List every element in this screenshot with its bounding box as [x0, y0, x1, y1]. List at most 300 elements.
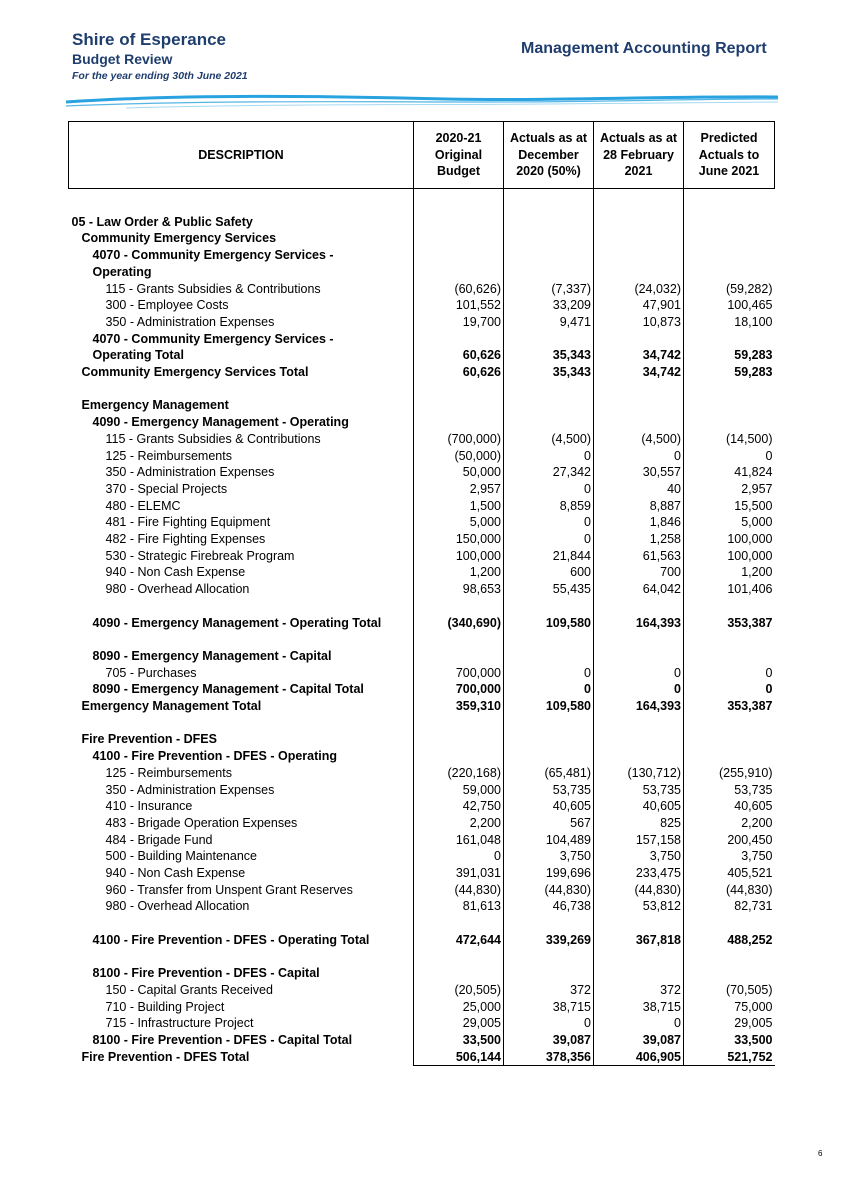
predicted-actuals-cell: 33,500 [684, 1032, 775, 1049]
table-row [69, 648, 775, 665]
actuals-december-cell: 53,735 [504, 782, 594, 799]
original-budget-cell: 2,200 [414, 815, 504, 832]
predicted-actuals-cell [684, 731, 775, 748]
actuals-december-cell: 0 [504, 665, 594, 682]
row-description: 150 - Capital Grants Received [105, 982, 273, 997]
actuals-february-cell: 3,750 [594, 848, 684, 865]
spacer-cell [504, 949, 594, 966]
actuals-december-cell: 55,435 [504, 581, 594, 598]
spacer-cell [594, 715, 684, 732]
actuals-december-cell: 0 [504, 481, 594, 498]
predicted-actuals-cell: 40,605 [684, 798, 775, 815]
row-description: 125 - Reimbursements [105, 765, 232, 780]
actuals-february-cell [594, 648, 684, 665]
actuals-december-cell [504, 965, 594, 982]
original-budget-cell: 1,500 [414, 498, 504, 515]
actuals-december-cell: 109,580 [504, 615, 594, 632]
actuals-february-cell: 40 [594, 481, 684, 498]
predicted-actuals-cell: (14,500) [684, 431, 775, 448]
row-description: 530 - Strategic Firebreak Program [105, 548, 295, 563]
actuals-december-cell [504, 230, 594, 247]
row-description: 980 - Overhead Allocation [105, 582, 250, 597]
predicted-actuals-cell: (255,910) [684, 765, 775, 782]
predicted-actuals-cell: 1,200 [684, 564, 775, 581]
row-description: 4100 - Fire Prevention - DFES - Operating Total [92, 932, 370, 947]
table-row [69, 898, 775, 915]
actuals-december-cell: 0 [504, 514, 594, 531]
predicted-actuals-cell: 488,252 [684, 932, 775, 949]
row-description: 705 - Purchases [105, 665, 197, 680]
column-header-description: DESCRIPTION [69, 122, 414, 189]
original-budget-cell: (60,626) [414, 281, 504, 298]
row-description: 115 - Grants Subsidies & Contributions [105, 431, 321, 446]
original-budget-cell: 59,000 [414, 782, 504, 799]
actuals-february-cell [594, 264, 684, 281]
predicted-actuals-cell: 0 [684, 448, 775, 465]
actuals-december-cell: 378,356 [504, 1049, 594, 1066]
original-budget-cell [414, 414, 504, 431]
actuals-december-cell: 35,343 [504, 347, 594, 364]
row-description: Emergency Management [81, 398, 229, 413]
wave-stroke-main [66, 96, 778, 102]
actuals-december-cell: 199,696 [504, 865, 594, 882]
row-description: 350 - Administration Expenses [105, 782, 275, 797]
original-budget-cell: 150,000 [414, 531, 504, 548]
table-row [69, 531, 775, 548]
table-row [69, 331, 775, 348]
actuals-february-cell: 40,605 [594, 798, 684, 815]
actuals-february-cell [594, 214, 684, 231]
table-row [69, 247, 775, 264]
actuals-february-cell: 64,042 [594, 581, 684, 598]
spacer-cell [414, 197, 504, 214]
table-row [69, 414, 775, 431]
table-row [69, 665, 775, 682]
table-row [69, 698, 775, 715]
row-description: 480 - ELEMC [105, 498, 181, 513]
table-row [69, 965, 775, 982]
predicted-actuals-cell [684, 648, 775, 665]
spacer-cell [69, 197, 414, 214]
original-budget-cell [414, 247, 504, 264]
spacer-cell [414, 598, 504, 615]
spacer-cell [594, 197, 684, 214]
table-row [69, 464, 775, 481]
row-description: 350 - Administration Expenses [105, 465, 275, 480]
table-row [69, 448, 775, 465]
table-row [69, 581, 775, 598]
table-row [69, 731, 775, 748]
actuals-december-cell: (7,337) [504, 281, 594, 298]
actuals-february-cell: (24,032) [594, 281, 684, 298]
spacer-cell [69, 189, 414, 198]
spacer-cell [414, 915, 504, 932]
row-description: 8090 - Emergency Management - Capital Total [92, 682, 364, 697]
row-description: 500 - Building Maintenance [105, 849, 257, 864]
predicted-actuals-cell: 29,005 [684, 1015, 775, 1032]
wave-stroke-light [126, 102, 778, 108]
actuals-february-cell: 34,742 [594, 347, 684, 364]
original-budget-cell [414, 965, 504, 982]
actuals-february-cell [594, 748, 684, 765]
table-row [69, 214, 775, 231]
spacer-cell [684, 949, 775, 966]
predicted-actuals-cell: 15,500 [684, 498, 775, 515]
table-row [69, 982, 775, 999]
actuals-february-cell: 10,873 [594, 314, 684, 331]
actuals-december-cell: 104,489 [504, 832, 594, 849]
original-budget-cell [414, 230, 504, 247]
row-description: 4070 - Community Emergency Services - [92, 331, 334, 346]
row-description: Fire Prevention - DFES Total [81, 1050, 250, 1064]
row-description: Community Emergency Services [81, 231, 277, 246]
actuals-december-cell [504, 748, 594, 765]
predicted-actuals-cell: 200,450 [684, 832, 775, 849]
row-description: 4070 - Community Emergency Services - [92, 248, 334, 263]
spacer-cell [684, 915, 775, 932]
predicted-actuals-cell [684, 748, 775, 765]
actuals-december-cell: (44,830) [504, 882, 594, 899]
actuals-february-cell: 0 [594, 1015, 684, 1032]
table-row [69, 397, 775, 414]
spacer-cell [594, 631, 684, 648]
column-header-predicted-actuals: Predicted Actuals to June 2021 [684, 122, 775, 189]
actuals-december-cell: 38,715 [504, 999, 594, 1016]
row-description: 8100 - Fire Prevention - DFES - Capital Total [92, 1033, 353, 1048]
budget-review-table [68, 121, 775, 1066]
spacer-cell [684, 715, 775, 732]
spacer-row [69, 949, 775, 966]
original-budget-cell: 2,957 [414, 481, 504, 498]
spacer-cell [414, 949, 504, 966]
predicted-actuals-cell [684, 331, 775, 348]
actuals-december-cell [504, 648, 594, 665]
original-budget-cell: 5,000 [414, 514, 504, 531]
actuals-february-cell [594, 331, 684, 348]
spacer-cell [69, 949, 414, 966]
predicted-actuals-cell: 101,406 [684, 581, 775, 598]
actuals-february-cell: 700 [594, 564, 684, 581]
row-description: 715 - Infrastructure Project [105, 1016, 254, 1031]
row-description: 940 - Non Cash Expense [105, 866, 246, 881]
table-row [69, 264, 775, 281]
actuals-december-cell [504, 331, 594, 348]
table-row [69, 548, 775, 565]
row-description: 8100 - Fire Prevention - DFES - Capital [92, 966, 320, 981]
original-budget-cell: 98,653 [414, 581, 504, 598]
original-budget-cell: 101,552 [414, 297, 504, 314]
table-row [69, 297, 775, 314]
actuals-february-cell: 38,715 [594, 999, 684, 1016]
table-row [69, 314, 775, 331]
actuals-february-cell: 164,393 [594, 698, 684, 715]
table-row [69, 999, 775, 1016]
predicted-actuals-cell: 2,957 [684, 481, 775, 498]
actuals-february-cell [594, 965, 684, 982]
actuals-february-cell: 367,818 [594, 932, 684, 949]
original-budget-cell: (340,690) [414, 615, 504, 632]
predicted-actuals-cell [684, 397, 775, 414]
actuals-february-cell: 1,258 [594, 531, 684, 548]
actuals-february-cell: (130,712) [594, 765, 684, 782]
original-budget-cell: (700,000) [414, 431, 504, 448]
organisation-name: Shire of Esperance [72, 30, 227, 49]
table-row [69, 230, 775, 247]
actuals-february-cell: 34,742 [594, 364, 684, 381]
spacer-cell [504, 381, 594, 398]
row-description: 350 - Administration Expenses [105, 314, 275, 329]
table-row [69, 1049, 775, 1066]
actuals-december-cell [504, 214, 594, 231]
actuals-december-cell: 21,844 [504, 548, 594, 565]
predicted-actuals-cell: 353,387 [684, 698, 775, 715]
actuals-february-cell [594, 414, 684, 431]
original-budget-cell: 506,144 [414, 1049, 504, 1066]
predicted-actuals-cell: 5,000 [684, 514, 775, 531]
predicted-actuals-cell [684, 230, 775, 247]
predicted-actuals-cell: 405,521 [684, 865, 775, 882]
original-budget-cell [414, 731, 504, 748]
table-row [69, 748, 775, 765]
table-row [69, 832, 775, 849]
row-description: Operating Total [92, 348, 184, 363]
predicted-actuals-cell: 59,283 [684, 364, 775, 381]
row-description: Emergency Management Total [81, 699, 262, 714]
row-description: 4090 - Emergency Management - Operating Total [92, 615, 382, 630]
predicted-actuals-cell: 82,731 [684, 898, 775, 915]
actuals-february-cell: 372 [594, 982, 684, 999]
predicted-actuals-cell: 100,465 [684, 297, 775, 314]
actuals-february-cell: 47,901 [594, 297, 684, 314]
table-row [69, 865, 775, 882]
actuals-december-cell [504, 414, 594, 431]
table-row [69, 932, 775, 949]
actuals-february-cell [594, 230, 684, 247]
original-budget-cell: 359,310 [414, 698, 504, 715]
row-description: 370 - Special Projects [105, 481, 228, 496]
original-budget-cell: (50,000) [414, 448, 504, 465]
original-budget-cell: 472,644 [414, 932, 504, 949]
table-row [69, 364, 775, 381]
row-description: 4090 - Emergency Management - Operating [92, 415, 349, 430]
table-row [69, 848, 775, 865]
actuals-december-cell: 27,342 [504, 464, 594, 481]
actuals-december-cell: 46,738 [504, 898, 594, 915]
original-budget-cell: 60,626 [414, 347, 504, 364]
spacer-cell [504, 197, 594, 214]
original-budget-cell: 1,200 [414, 564, 504, 581]
actuals-december-cell: 9,471 [504, 314, 594, 331]
predicted-actuals-cell: 59,283 [684, 347, 775, 364]
actuals-february-cell: 8,887 [594, 498, 684, 515]
actuals-december-cell: 0 [504, 531, 594, 548]
original-budget-cell: 81,613 [414, 898, 504, 915]
table-body [69, 189, 775, 1066]
row-description: 960 - Transfer from Unspent Grant Reserves [105, 882, 353, 897]
original-budget-cell: 161,048 [414, 832, 504, 849]
original-budget-cell: 100,000 [414, 548, 504, 565]
original-budget-cell [414, 648, 504, 665]
actuals-december-cell: (65,481) [504, 765, 594, 782]
actuals-december-cell: 339,269 [504, 932, 594, 949]
predicted-actuals-cell: 2,200 [684, 815, 775, 832]
actuals-february-cell [594, 247, 684, 264]
original-budget-cell: 29,005 [414, 1015, 504, 1032]
actuals-february-cell: 53,735 [594, 782, 684, 799]
original-budget-cell: 391,031 [414, 865, 504, 882]
original-budget-cell: 50,000 [414, 464, 504, 481]
actuals-december-cell: 600 [504, 564, 594, 581]
actuals-december-cell [504, 397, 594, 414]
spacer-row [69, 598, 775, 615]
actuals-february-cell: 0 [594, 665, 684, 682]
spacer-cell [414, 189, 504, 198]
original-budget-cell: (44,830) [414, 882, 504, 899]
spacer-cell [69, 598, 414, 615]
spacer-cell [594, 598, 684, 615]
table-row [69, 564, 775, 581]
actuals-december-cell [504, 264, 594, 281]
predicted-actuals-cell: 3,750 [684, 848, 775, 865]
report-subtitle: Budget Review [72, 51, 173, 67]
table-header-row [69, 122, 775, 189]
spacer-cell [69, 915, 414, 932]
predicted-actuals-cell: 41,824 [684, 464, 775, 481]
predicted-actuals-cell: (44,830) [684, 882, 775, 899]
actuals-december-cell: 3,750 [504, 848, 594, 865]
predicted-actuals-cell: 18,100 [684, 314, 775, 331]
table-row [69, 498, 775, 515]
predicted-actuals-cell [684, 247, 775, 264]
column-header-original-budget: 2020-21 Original Budget [414, 122, 504, 189]
spacer-row [69, 197, 775, 214]
row-description: 483 - Brigade Operation Expenses [105, 815, 298, 830]
spacer-cell [504, 631, 594, 648]
spacer-cell [594, 189, 684, 198]
row-description: 710 - Building Project [105, 999, 225, 1014]
table-row [69, 431, 775, 448]
row-description: 484 - Brigade Fund [105, 832, 213, 847]
spacer-cell [504, 915, 594, 932]
table-row [69, 1032, 775, 1049]
table-row [69, 782, 775, 799]
table-row [69, 882, 775, 899]
row-description: 481 - Fire Fighting Equipment [105, 515, 271, 530]
row-description: 115 - Grants Subsidies & Contributions [105, 281, 321, 296]
spacer-cell [594, 915, 684, 932]
original-budget-cell [414, 264, 504, 281]
actuals-december-cell: 567 [504, 815, 594, 832]
row-description: 940 - Non Cash Expense [105, 565, 246, 580]
predicted-actuals-cell [684, 965, 775, 982]
actuals-february-cell: 164,393 [594, 615, 684, 632]
spacer-cell [69, 631, 414, 648]
row-description: 300 - Employee Costs [105, 298, 229, 313]
spacer-row [69, 189, 775, 198]
actuals-december-cell: 0 [504, 448, 594, 465]
predicted-actuals-cell: 100,000 [684, 548, 775, 565]
actuals-february-cell: 0 [594, 448, 684, 465]
spacer-cell [69, 381, 414, 398]
actuals-february-cell: 39,087 [594, 1032, 684, 1049]
predicted-actuals-cell: (59,282) [684, 281, 775, 298]
actuals-december-cell [504, 731, 594, 748]
table-row [69, 281, 775, 298]
actuals-december-cell: 109,580 [504, 698, 594, 715]
actuals-february-cell: (44,830) [594, 882, 684, 899]
row-description: 05 - Law Order & Public Safety [71, 214, 253, 229]
spacer-cell [504, 598, 594, 615]
original-budget-cell [414, 397, 504, 414]
row-description: 8090 - Emergency Management - Capital [92, 648, 332, 663]
actuals-february-cell: 1,846 [594, 514, 684, 531]
original-budget-cell: 60,626 [414, 364, 504, 381]
original-budget-cell: 700,000 [414, 681, 504, 698]
table-row [69, 681, 775, 698]
actuals-february-cell: 30,557 [594, 464, 684, 481]
table-row [69, 798, 775, 815]
decorative-wave-divider [66, 90, 778, 112]
report-header [72, 30, 248, 83]
original-budget-cell [414, 748, 504, 765]
report-title: Management Accounting Report [521, 40, 767, 57]
actuals-february-cell: 406,905 [594, 1049, 684, 1066]
predicted-actuals-cell: 0 [684, 681, 775, 698]
original-budget-cell: 42,750 [414, 798, 504, 815]
report-period: For the year ending 30th June 2021 [72, 70, 248, 82]
spacer-cell [504, 189, 594, 198]
actuals-december-cell: 35,343 [504, 364, 594, 381]
spacer-cell [594, 381, 684, 398]
actuals-february-cell: 53,812 [594, 898, 684, 915]
row-description: 4100 - Fire Prevention - DFES - Operating [92, 749, 338, 764]
predicted-actuals-cell: 353,387 [684, 615, 775, 632]
original-budget-cell [414, 214, 504, 231]
spacer-row [69, 381, 775, 398]
predicted-actuals-cell: 0 [684, 665, 775, 682]
spacer-cell [414, 631, 504, 648]
original-budget-cell: 33,500 [414, 1032, 504, 1049]
spacer-cell [684, 598, 775, 615]
spacer-cell [504, 715, 594, 732]
row-description: 482 - Fire Fighting Expenses [105, 532, 266, 547]
original-budget-cell: 0 [414, 848, 504, 865]
page-number: 6 [818, 1149, 823, 1158]
actuals-december-cell: 0 [504, 1015, 594, 1032]
actuals-december-cell: 372 [504, 982, 594, 999]
table-row [69, 347, 775, 364]
table-row [69, 481, 775, 498]
table-row [69, 815, 775, 832]
actuals-february-cell: 825 [594, 815, 684, 832]
table-row [69, 514, 775, 531]
predicted-actuals-cell [684, 414, 775, 431]
predicted-actuals-cell [684, 214, 775, 231]
actuals-december-cell: 0 [504, 681, 594, 698]
original-budget-cell: 19,700 [414, 314, 504, 331]
original-budget-cell: 700,000 [414, 665, 504, 682]
original-budget-cell: (220,168) [414, 765, 504, 782]
row-description: 410 - Insurance [105, 799, 193, 814]
predicted-actuals-cell: 521,752 [684, 1049, 775, 1066]
actuals-december-cell: 40,605 [504, 798, 594, 815]
predicted-actuals-cell: (70,505) [684, 982, 775, 999]
predicted-actuals-cell: 53,735 [684, 782, 775, 799]
actuals-december-cell: 33,209 [504, 297, 594, 314]
original-budget-cell: (20,505) [414, 982, 504, 999]
predicted-actuals-cell: 100,000 [684, 531, 775, 548]
column-header-actuals-february: Actuals as at 28 February 2021 [594, 122, 684, 189]
